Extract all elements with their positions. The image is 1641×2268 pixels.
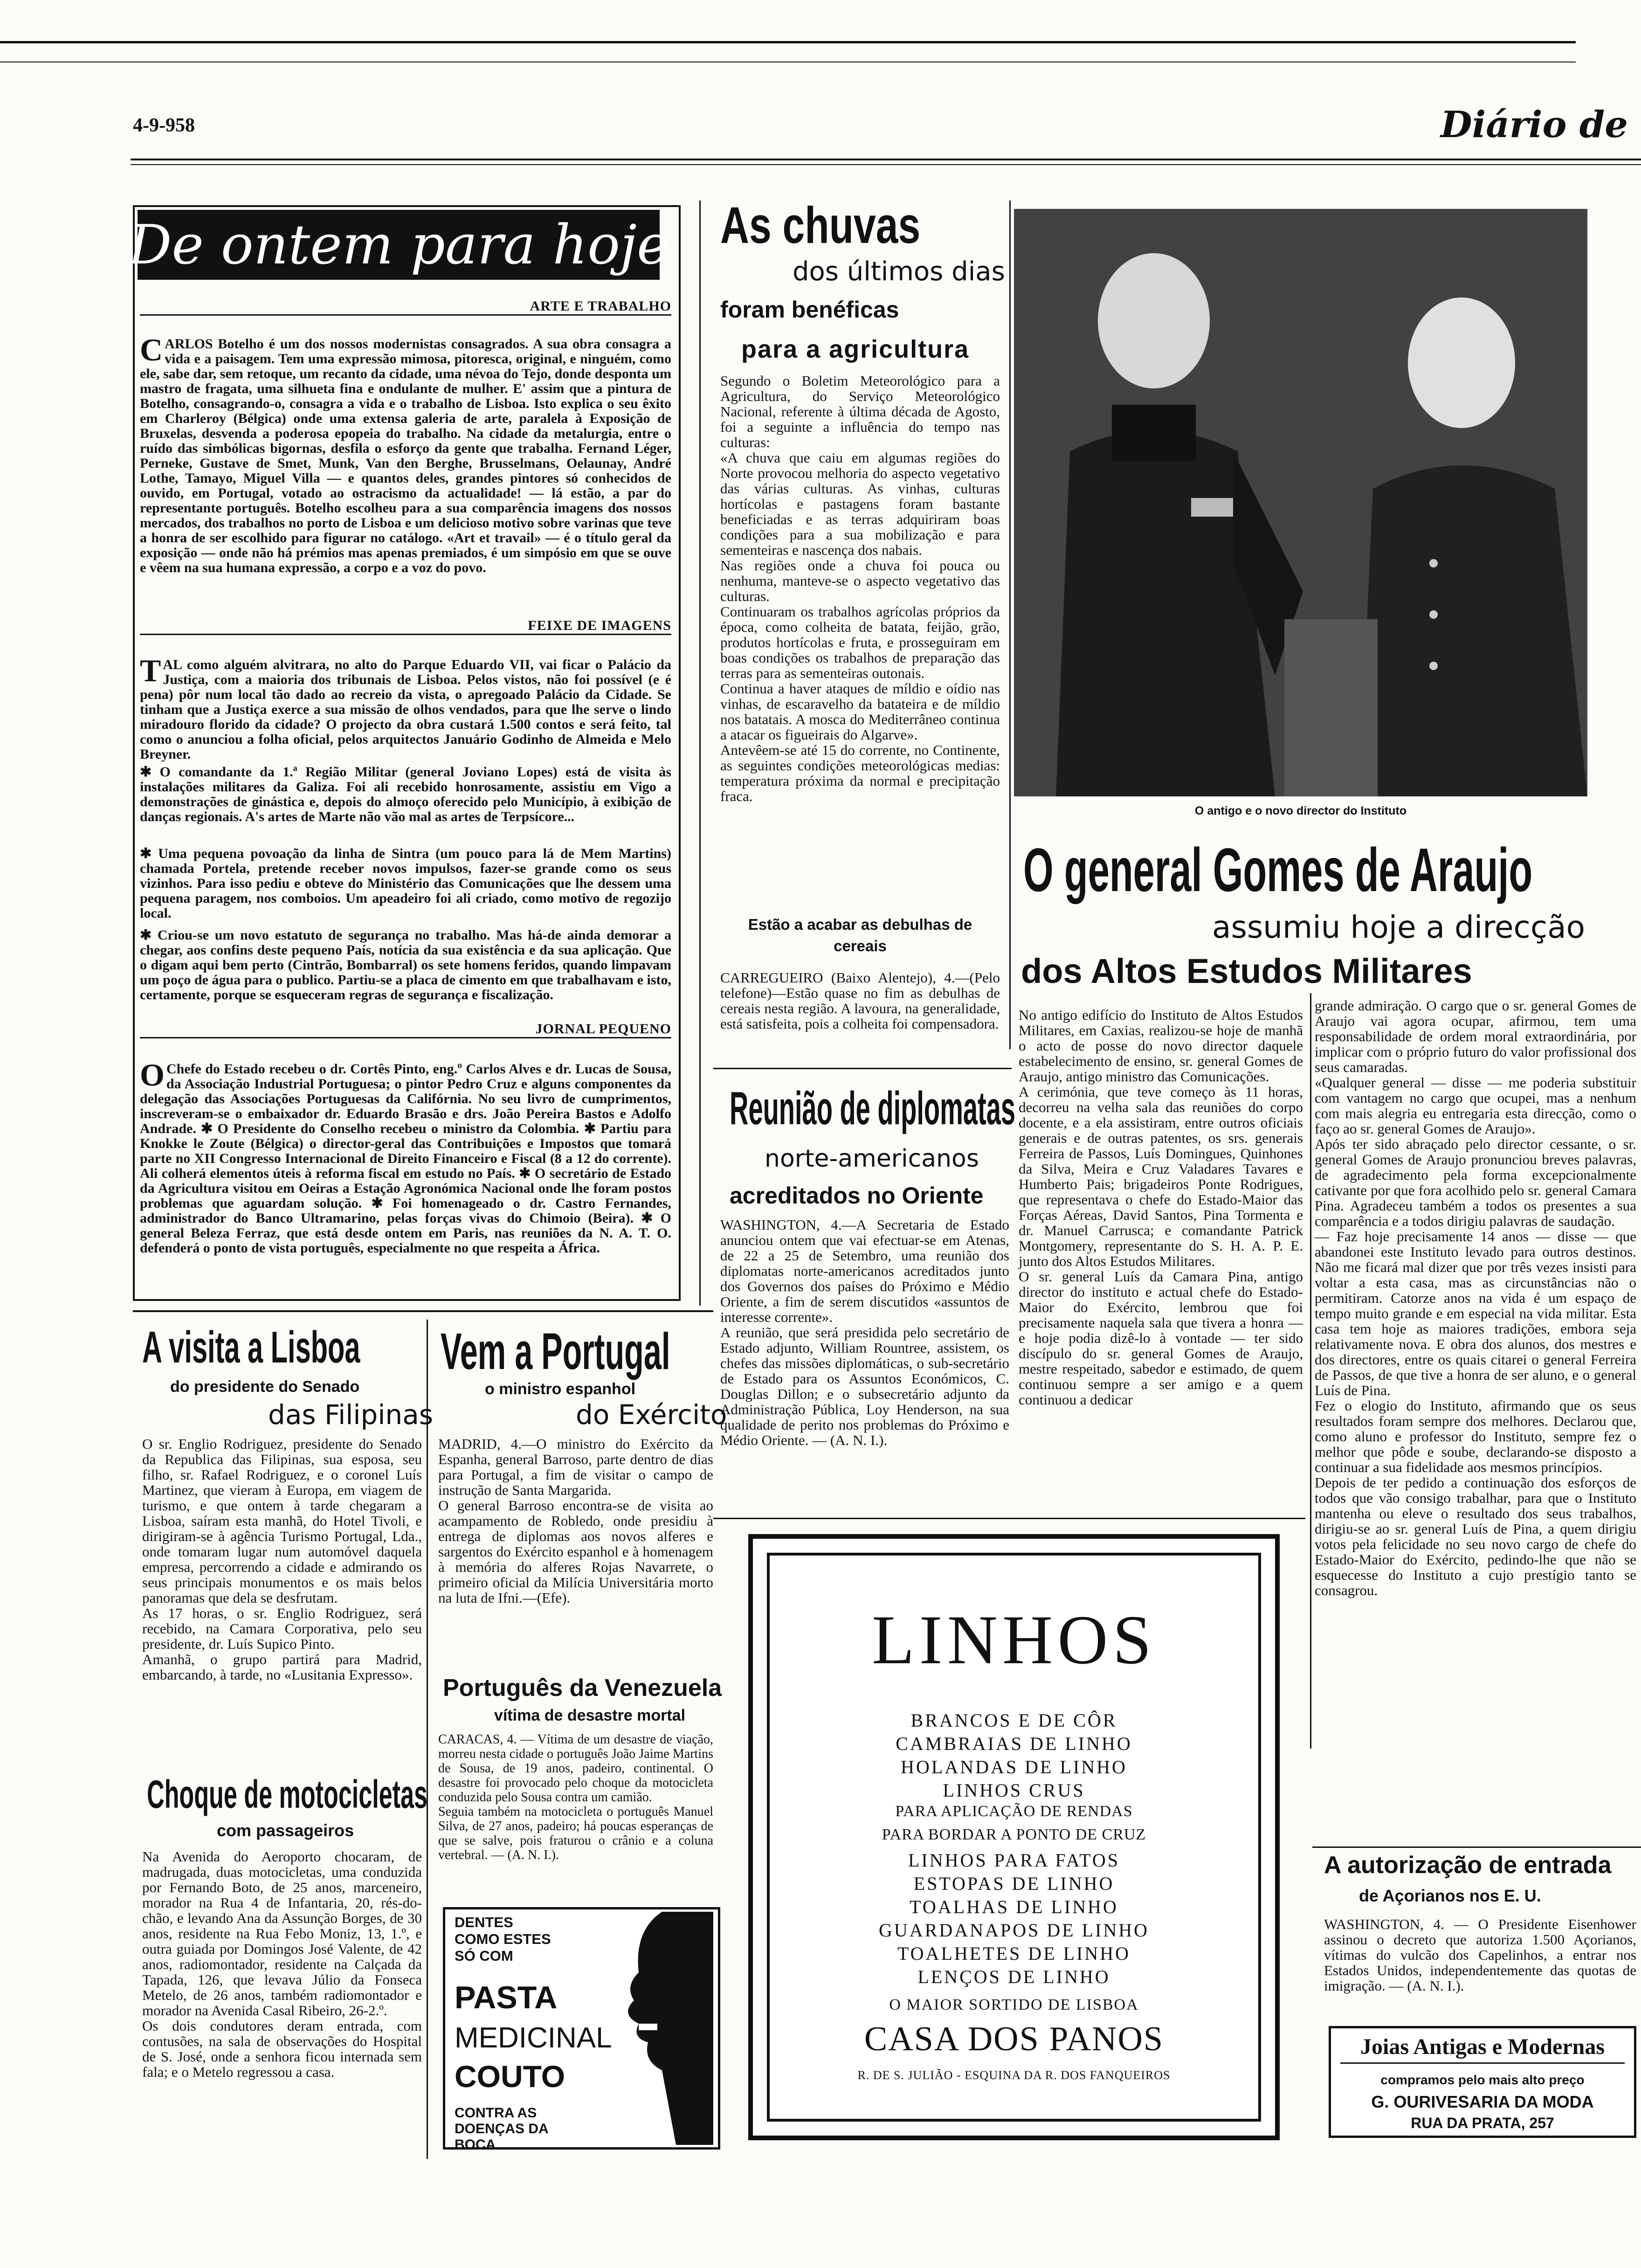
ad-joias-line2: G. OURIVESARIA DA MODA [1371, 2092, 1594, 2111]
ad-linhos-line: GUARDANAPOS DE LINHO [879, 1920, 1149, 1941]
headline-venezuela: Português da Venezuela [443, 1674, 722, 1701]
section-rule [713, 1518, 1305, 1519]
ad-linhos-line: PARA BORDAR A PONTO DE CRUZ [882, 1826, 1146, 1843]
article-text: ARLOS Botelho é um dos nossos modernistas consagrados. A sua obra consagra a vida e a paisagem. Tem uma expressão mimosa, pitoresca, original, e ninguém, como ele, sabe dar, sem retoque, um recanto da cidade, uma névoa do Tejo, donde desponta um mastro de fragata, uma silhueta fina e ondulante de mulher. E' assim que a pintura de Botelho, consagrando-o, consagra a vida e o trabalho de Lisboa. Isto explica o seu êxito em Charleroy (Bélgica) onde uma extensa galeria de arte, paralela à Exposição de Bruxelas, desvenda a poderosa epopeia do trabalho. Na cidade da metalurgia, entre o ruído das simbólicas bigornas, desfila o esforço da gente que trabalha. Fernand Léger, Perneke, Gustave de Smet, Munk, Van den Berghe, Brusselmans, Oelaunay, André Lothe, Tamayo, Miguel Villa — e quantos deles, grandes pintores só conhecidos de ouvido, em Portugal, votado ao ostracismo da actualidade! — lá estão, a par do representante português. Botelho escolheu para a sua comparência imagens dos nossos mercados, dos trabalhos no porto de Lisboa e um delicioso motivo sobre varinas que teve a honra de ser escolhido para figurar no catálogo. «Art et travail» — é o título geral da exposição — onde não há prémios mas apenas premiados, é um simpósio em que se ouve e vêem na sua humana expressão, a corpo e a voz do povo. [140, 336, 671, 575]
headline-acorianos: A autorização de entrada [1324, 1852, 1612, 1879]
ad-linhos-frame [767, 1553, 1261, 2122]
dropcap: O [140, 1057, 165, 1093]
ad-linhos-line: ESTOPAS DE LINHO [913, 1873, 1115, 1894]
top-rule [0, 41, 1576, 43]
photo-two-generals [1014, 209, 1587, 796]
news-item: ✱ Uma pequena povoação da linha de Sintra (um pouco para lá de Mem Martins) chamada Portela, pretende receber novos impulsos, fazer-se grande como os seus vizinhos. Para isso pediu e obteve do Ministério das Comunicações que lhe dessem uma pequena paragem, nos comboios. Um apeadeiro foi ali criado, como motivo de regozijo local. [140, 846, 671, 921]
ad-pasta-top: DENTES COMO ESTES SÓ COM [455, 1914, 551, 1964]
subheadline: acreditados no Oriente [730, 1182, 984, 1209]
ad-linhos-line: LINHOS PARA FATOS [908, 1850, 1120, 1871]
article-arte-trabalho [140, 322, 671, 639]
edition-date: 4-9-958 [133, 115, 195, 136]
article-choque: Na Avenida do Aeroporto chocaram, de madrugada, duas motocicletas, uma conduzida por Fernando Boto, de 25 anos, marceneiro, morador na Rua 4 de Infantaria, 20, rés-do-chão, e levando Ana da Assunção Borges, de 30 anos, residente na Rua Febo Moniz, 13, 1.º, e outra guiada por Domingos José Valente, de 42 anos, radiomontador, residente na Calçada da Tapada, 126, que levava Júlio da Fonseca Metelo, de 26 anos, também radiomontador e morador na Avenida Casal Ribeiro, 26-2.º. Os dois condutores deram entrada, com contusões, na sala de observações do Hospital de S. José, onde a senhora ficou internada sem fala; e o Metelo regressou a casa. [142, 1848, 422, 2080]
ad-joias [1329, 2026, 1636, 2138]
dropcap: C [140, 332, 163, 367]
headline-chuvas: As chuvas [720, 197, 921, 254]
column-title: De ontem para hoje [128, 213, 669, 277]
ad-linhos-line: TOALHETES DE LINHO [897, 1943, 1131, 1964]
news-item: ✱ Criou-se um novo estatuto de segurança no trabalho. Mas há-de ainda demorar a chegar, aos confins deste pequeno País, notícia da sua existência e da sua aplicação. Que o digam aqui bem perto (Cintrão, Bombarral) os sete homens feridos, quando limpavam um poço de água para o publico. Partiu-se a placa de cimento em que trabalhavam e isto, certamente, porque se esqueceram regras de segurança e fiscalização. [140, 927, 671, 1003]
ad-linhos-line: TOALHAS DE LINHO [910, 1896, 1118, 1917]
ad-linhos-title: LINHOS [872, 1601, 1156, 1679]
section-rule [713, 1068, 1012, 1069]
subheadline: das Filipinas [268, 1399, 433, 1431]
subheadline: do presidente do Senado [170, 1378, 360, 1396]
face-profile-illustration [606, 1912, 713, 2145]
article-visita: O sr. Englio Rodriguez, presidente do Senado da Republica das Filipinas, sua esposa, seu filho, sr. Rafael Rodriguez, e o coronel Luís Martinez, que vieram à Europa, em viagem de turismo, e que ontem à tarde chegaram a Lisboa, saíram esta manhã, do Hotel Tivoli, e dirigiram-se à agência Turismo Portugal, Lda., onde tomaram lugar num automóvel daquela empresa, percorrendo a cidade e admirando os seus principais monumentos e os mais belos panoramas que dela se desfrutam. As 17 horas, o sr. Englio Rodriguez, será recebido, na Camara Corporativa, pelo seu presidente, dr. Luís Supico Pinto. Amanhã, o grupo partirá para Madrid, embarcando, à tarde, no «Lusitania Expresso». [142, 1436, 422, 1683]
article-general-col1: No antigo edifício do Instituto de Altos Estudos Militares, em Caxias, realizou-se hoje de manhã o acto de posse do novo director daquele estabelecimento de ensino, sr. general Gomes de Araujo, antigo ministro das Comunicações. A cerimónia, que teve começo às 11 horas, decorreu na velha sala das reuniões do corpo docente, e a ela assistiram, entre outros oficiais generais e de outras patentes, os srs. generais Ferreira de Passos, Luís Domingues, Quinhones da Silva, Meira e Cruz Valadares Tavares e Humberto Pais; brigadeiros Ponte Rodrigues, que representava o chefe do Estado-Maior das Forças Aéreas, David Santos, Pina Tormenta e dr. Manuel Carrusca; e comandante Patrick Montgomery, representante do S. H. A. P. E. junto dos Altos Estudos Militares. O sr. general Luís da Camara Pina, antigo director do instituto e actual chefe do Estado-Maior do Exército, lembrou que foi precisamente naquela sala que tivera a honra — e hoje podia dizê-lo à vontade — ter sido discípulo do sr. general Gomes de Araujo, mestre respeitado, sabedor e estimado, de quem continuou sempre a ser amigo e a quem continuou a dedicar [1019, 1007, 1303, 1408]
headline-diplomatas: Reunião de diplomatas [730, 1082, 1015, 1134]
headline-visita: A visita a Lisboa [142, 1322, 360, 1372]
column-rule [1310, 993, 1311, 1749]
subheadline: com passageiros [217, 1821, 354, 1840]
subheadline: dos Altos Estudos Militares [1021, 952, 1472, 990]
ad-joias-line1: compramos pelo mais alto preço [1380, 2073, 1585, 2087]
section-rule [1312, 1846, 1641, 1848]
article-diplomatas: WASHINGTON, 4.—A Secretaria de Estado anunciou ontem que vai efectuar-se em Atenas, de 22 a 25 de Setembro, uma reunião dos diplomatas norte-americanos acreditados junto dos Governos dos países do Próximo e Médio Oriente, a fim de serem discutidos «assuntos de interesse corrente». A reunião, que será presidida pelo secretário de Estado adjunto, William Rountree, assistem, os chefes das missões diplomáticas, o sub-secretário de Estado para os Assuntos Económicos, C. Douglas Dillon; e o subsecretário adjunto da Administração Pública, Loy Henderson, na sua qualidade de perito nos problemas do Próximo e Médio Oriente. — (A. N. I.). [720, 1217, 1009, 1448]
ad-joias-title: Joias Antigas e Modernas [1340, 2034, 1625, 2064]
ad-pasta-line1: PASTA [455, 1980, 558, 2015]
ad-linhos-tagline: O MAIOR SORTIDO DE LISBOA [889, 1996, 1139, 2013]
headline-choque: Choque de motocicletas [147, 1772, 427, 1816]
column-rule [1009, 201, 1011, 1049]
article-feixe-imagens [140, 643, 671, 762]
column-title-banner [128, 210, 669, 280]
article-vem: MADRID, 4.—O ministro do Exército da Espanha, general Barroso, parte dentro de dias para Portugal, a fim de visitar o campo de instrução de Santa Margarida. O general Barroso encontra-se de visita ao acampamento de Robledo, onde presidiu à entrega de diplomas aos novos alferes e sargentos do Exército espanhol e à homenagem à memória do alferes Rojas Navarrete, o primeiro oficial da Milícia Universitária morto na luta de Ifni.—(Efe). [438, 1436, 713, 1606]
ad-pasta-couto [443, 1907, 720, 2150]
photo-illustration [1014, 209, 1587, 796]
article-debulhas: CARREGUEIRO (Baixo Alentejo), 4.—(Pelo telefone)—Estão quase no fim as debulhas de cereais nesta região. A lavoura, na generalidade, está satisfeita, pois a colheita foi compensadora. [720, 969, 1000, 1032]
ad-linhos-line: CAMBRAIAS DE LINHO [896, 1733, 1132, 1754]
photo-caption: O antigo e o novo director do Instituto [1194, 804, 1407, 817]
subheadline: o ministro espanhol [485, 1380, 636, 1398]
masthead-rule-2 [131, 164, 1641, 165]
ad-linhos-brand: CASA DOS PANOS [864, 2020, 1164, 2058]
article-acorianos: WASHINGTON, 4. — O Presidente Eisenhower assinou o decreto que autoriza 1.500 Açorianos, vítimas do vulcão dos Capelinhos, a entrar nos Estados Unidos, independentemente das quotas de imigração. — (A. N. I.). [1324, 1916, 1636, 1994]
ad-pasta-bottom: CONTRA AS DOENÇAS DA BOCA [455, 2105, 548, 2152]
ad-linhos-line: LENÇOS DE LINHO [917, 1966, 1110, 1987]
dropcap: T [140, 653, 161, 688]
column-rule [699, 201, 701, 1306]
subhead-debulhas: Estão a acabar as debulhas de cereais [748, 916, 972, 954]
subheadline: foram benéficas [720, 297, 899, 323]
ad-linhos-line: BRANCOS E DE CÔR [910, 1710, 1117, 1731]
column-rule [427, 1320, 428, 2159]
ad-pasta-line3: COUTO [455, 2059, 565, 2094]
masthead-title: Diário de [1441, 104, 1628, 146]
subheadline: norte-americanos [765, 1145, 979, 1173]
masthead-rule [131, 159, 1641, 160]
article-venezuela: CARACAS, 4. — Vítima de um desastre de viação, morreu nesta cidade o português João Jaime Martins de Sousa, de 19 anos, padeiro, continental. O desastre foi provocado pelo choque da motocicleta conduzida pelo Sousa contra um camião. Seguia também na motocicleta o português Manuel Silva, de 27 anos, padeiro; há poucas esperanças de que se salve, pois fraturou o crânio e a coluna vertebral. — (A. N. I.). [438, 1732, 713, 1862]
ad-linhos-line: LINHOS CRUS [943, 1780, 1085, 1801]
headline-general: O general Gomes de Araujo [1023, 836, 1533, 904]
kicker-arte-trabalho: ARTE E TRABALHO [140, 298, 671, 316]
ad-joias-line3: RUA DA PRATA, 257 [1411, 2115, 1554, 2131]
article-text: Chefe do Estado recebeu o dr. Cortês Pinto, eng.º Carlos Alves e dr. Lucas de Sousa, da Associação Industrial Portuguesa; o pintor Pedro Cruz e alguns componentes da delegação das Associações Portuguesas da Califórnia. No seu livro de cumprimentos, inscreveram-se o embaixador dr. Eduardo Brasão e drs. João Pereira Bastos e Adolfo Andrade. ✱ O Presidente do Conselho recebeu o ministro da Colombia. ✱ Partiu para Knokke le Zoute (Bélgica) o director-geral das Contribuições e Impostos que tomará parte no XII Congresso Internacional de Direito Financeiro e Fiscal (8 a 12 do corrente). Ali colherá elementos úteis à reforma fiscal em estudo no País. ✱ O secretário de Estado da Agricultura visitou em Oeiras a Estação Agronómica Nacional onde lhe foram postos problemas que aguardam solução. ✱ Foi homenageado o dr. Castro Fernandes, administrador do Banco Ultramarino, pelas forças vivas do Chimoio (Beira). ✱ O general Beleza Ferraz, que está desde ontem em Paris, nas reuniões da N. A. T. O. defenderá o ponto de vista português, especialmente no que respeita a África. [140, 1061, 671, 1256]
kicker-feixe-imagens: FEIXE DE IMAGENS [140, 618, 671, 635]
kicker-jornal-pequeno: JORNAL PEQUENO [140, 1021, 671, 1038]
subheadline: assumiu hoje a direcção [1212, 909, 1585, 945]
ad-linhos-line: PARA APLICAÇÃO DE RENDAS [895, 1803, 1133, 1820]
subheadline: para a agricultura [741, 335, 970, 363]
subheadline: do Exército [576, 1399, 727, 1431]
ad-linhos [748, 1534, 1280, 2140]
subheadline: de Açorianos nos E. U. [1359, 1886, 1541, 1905]
subheadline: dos últimos dias [793, 256, 1005, 287]
headline-vem: Vem a Portugal [441, 1323, 670, 1380]
section-rule [133, 1310, 713, 1312]
article-chuvas: Segundo o Boletim Meteorológico para a Agricultura, do Serviço Meteorológico Nacional, referente à última década de Agosto, foi a seguinte a influência do tempo nas culturas: «A chuva que caiu em algumas regiões do Norte provocou melhoria do aspecto vegetativo das várias culturas. As vinhas, culturas hortícolas e pastagens foram bastante beneficiadas e as terras adquiriram boas condições para a sua mobilização e para sementeiras e nascença dos nabais. Nas regiões onde a chuva foi pouca ou nenhuma, manteve-se o aspecto vegetativo das culturas. Continuaram os trabalhos agrícolas próprios da época, como colheita de batata, feijão, grão, produtos hortícolas e fruta, e prosseguiram em boas condições os trabalhos de preparação das terras para as sementeiras outonais. Continua a haver ataques de míldio e oídio nas vinhas, de escaravelho da batateira e de míldio nos batatais. A mosca do Mediterrâneo continua a atacar os figueirais do Algarve». Antevêem-se até 15 do corrente, no Continente, as seguintes condições meteorológicas medias: temperatura próxima da normal e precipitação fraca. [720, 373, 1000, 804]
ad-linhos-address: R. DE S. JULIÃO - ESQUINA DA R. DOS FANQUEIROS [857, 2068, 1171, 2082]
article-text: AL como alguém alvitrara, no alto do Parque Eduardo VII, vai ficar o Palácio da Justiça, com a maioria dos tribunais de Lisboa. Pelos vistos, não foi possível (e é pena) pôr num local tão dado ao recreio da vista, o apregoado Palácio da Cidade. Se tinham que a Justiça exerce a sua missão de olhos vendados, para que lhe serve o lindo miradouro florido da cidade? O projecto da obra custará 1.500 contos e será feito, tal como o anunciou a folha oficial, pelos arquitectos Januário Godinho de Almeida e Melo Breyner. [140, 657, 671, 762]
subheadline: vítima de desastre mortal [494, 1707, 686, 1724]
article-general-col2: grande admiração. O cargo que o sr. general Gomes de Araujo vai agora ocupar, afirmou, tem uma responsabilidade de ordem moral extraordinária, por implicar com o próprio futuro do valor profissional dos seus camaradas. «Qualquer general — disse — me poderia substituir com vantagem no cargo que ocupei, mas a nenhum com mais alegria eu entregaria esta direcção, como o faço ao sr. general Gomes de Araujo». Após ter sido abraçado pelo director cessante, o sr. general Gomes de Araujo pronunciou breves palavras, de agradecimento pela forma excepcionalmente cativante por que fora acolhido pelo sr. general Camara Pina. Agradeceu também a todos os presentes a sua comparência e a todos dirigiu palavras de saudação. — Faz hoje precisamente 14 anos — disse — que abandonei este Instituto levado para outros destinos. Não me ficará mal dizer que por três vezes insisti para voltar a esta casa, mas as circunstâncias não o permitiram. Catorze anos na vida é um espaço de tempo muito grande e em especial na vida militar. Esta casa tem hoje as maiores tradições, embora seja relativamente nova. E obra dos alunos, dos mestres e dos directores, entre os quais citarei o general Ferreira de Passos, de que tive a honra de ser aluno, e o general Luís de Pina. Fez o elogio do Instituto, afirmando que os seus resultados foram sempre dos melhores. Declarou que, como aluno e professor do Instituto, sempre fez o melhor que pôde e soube, declarando-se disposto a continuar a sua fidelidade aos mesmos princípios. Depois de ter pedido a continuação dos esforços de todos que vão consigo trabalhar, para que o Instituto mantenha ou eleve o resultado dos seus trabalhos, dirigiu-se ao sr. general Luís de Pina, a quem dirigiu votos pela felicidade no seu novo cargo de chefe do Estado-Maior do Exército, pedindo-lhe que não se esquecesse do Instituto a cujo prestígio tanto se consagrou. [1315, 997, 1636, 1598]
ad-linhos-line: HOLANDAS DE LINHO [901, 1756, 1127, 1777]
ad-pasta-line2: MEDICINAL [455, 2022, 612, 2054]
news-item: ✱ O comandante da 1.ª Região Militar (general Joviano Lopes) está de visita às instalações militares da Galiza. Foi ali recebido honrosamente, assistiu em Vigo a demonstrações de ginástica e, depois do almoço oferecido pelo Município, à exibição de danças regionais. A's artes de Marte não vão mal as artes de Terpsícore... [140, 764, 671, 824]
article-jornal-pequeno [140, 1047, 671, 1296]
